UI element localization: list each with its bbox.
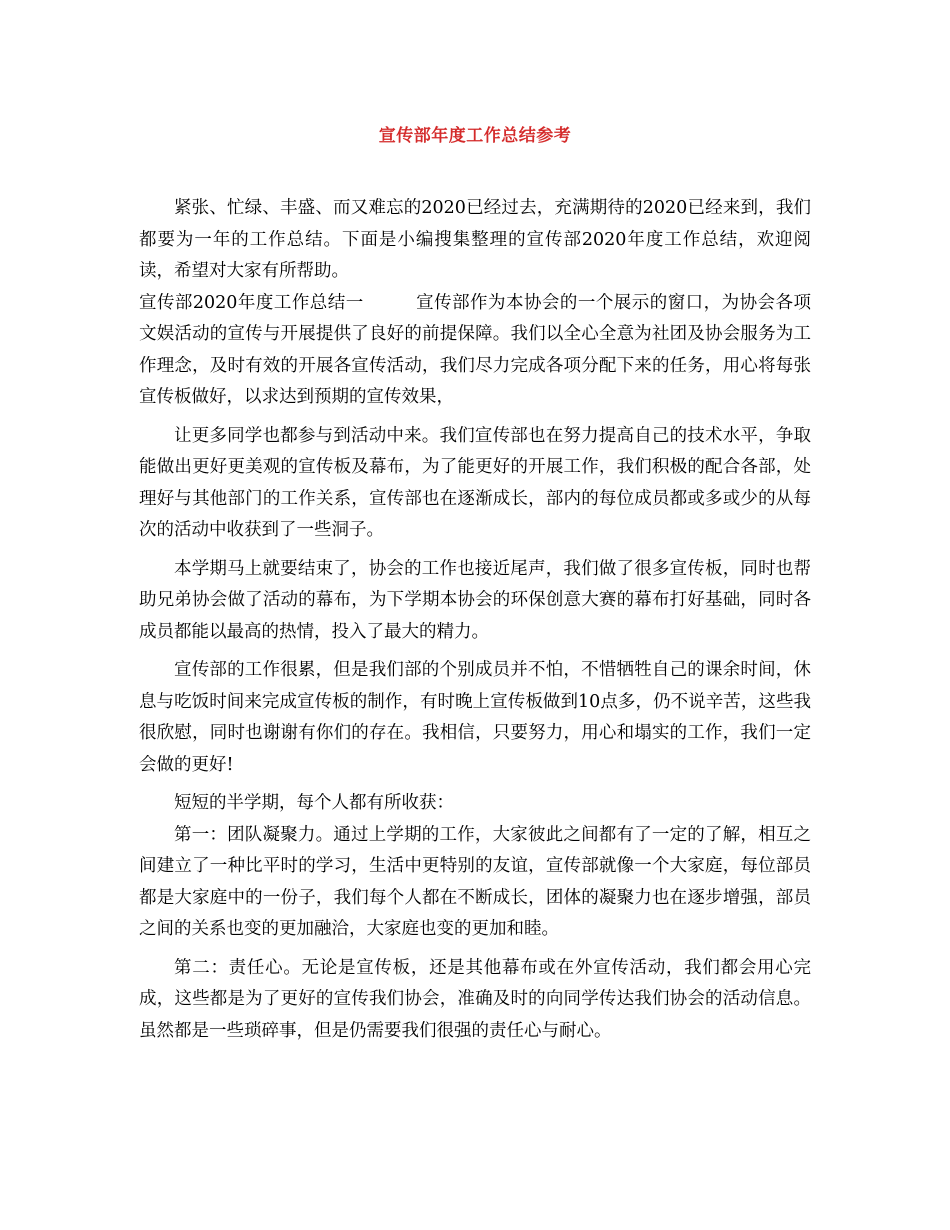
- document-body: [139, 193, 811, 1047]
- paragraph-gains: 短短的半学期，每个人都有所收获：: [174, 793, 454, 813]
- intro-paragraph: 紧张、忙绿、丰盛、而又难忘的2020已经过去，充满期待的2020已经来到，我们都要为一年的工作总结。下面是小编搜集整理的宣传部2020年度工作总结，欢迎阅读，希望对大家有所帮助。: [139, 198, 811, 281]
- section-one-paragraph: [139, 288, 811, 414]
- document-title: 宣传部年度工作总结参考: [378, 126, 572, 146]
- paragraph-semester-end: 本学期马上就要结束了，协会的工作也接近尾声，我们做了很多宣传板，同时也帮助兄弟协会做了活动的幕布，为下学期本协会的环保创意大赛的幕布打好基础，同时各成员都能以最高的热情，投入了最大的精力。: [139, 558, 811, 642]
- paragraph-participation: 让更多同学也都参与到活动中来。我们宣传部也在努力提高自己的技术水平，争取能做出更好更美观的宣传板及幕布，为了能更好的开展工作，我们积极的配合各部，处理好与其他部门的工作关系，宣传部也在逐渐成长，部内的每位成员都或多或少的从每次的活动中收获到了一些洞子。: [139, 425, 811, 540]
- section-one-text: 宣传部作为本协会的一个展示的窗口，为协会各项文娱活动的宣传与开展提供了良好的前提保障。我们以全心全意为社团及协会服务为工作理念，及时有效的开展各宣传活动，我们尽力完成各项分配下来的任务，用心将每张宣传板做好，以求达到预期的宣传效果，: [139, 292, 811, 407]
- section-one-heading: 宣传部2020年度工作总结一: [139, 292, 364, 313]
- paragraph-hard-work: 宣传部的工作很累，但是我们部的个别成员并不怕，不惜牺牲自己的课余时间，休息与吃饭时间来完成宣传板的制作，有时晚上宣传板做到10点多，仍不说辛苦，这些我很欣慰，同时也谢谢有你们的存在。我相信，只要努力，用心和塌实的工作，我们一定会做的更好!: [139, 660, 811, 775]
- paragraph-responsibility: 第二：责任心。无论是宣传板，还是其他幕布或在外宣传活动，我们都会用心完成，这些都是为了更好的宣传我们协会，准确及时的向同学传达我们协会的活动信息。虽然都是一些琐碎事，但是仍需要我们很强的责任心与耐心。: [139, 957, 811, 1041]
- paragraph-teamwork: 第一：团队凝聚力。通过上学期的工作，大家彼此之间都有了一定的了解，相互之间建立了一种比平时的学习，生活中更特别的友谊，宣传部就像一个大家庭，每位部员都是大家庭中的一份子，我们每个人都在不断成长，团体的凝聚力也在逐步增强，部员之间的关系也变的更加融洽，大家庭也变的更加和睦。: [139, 824, 811, 939]
